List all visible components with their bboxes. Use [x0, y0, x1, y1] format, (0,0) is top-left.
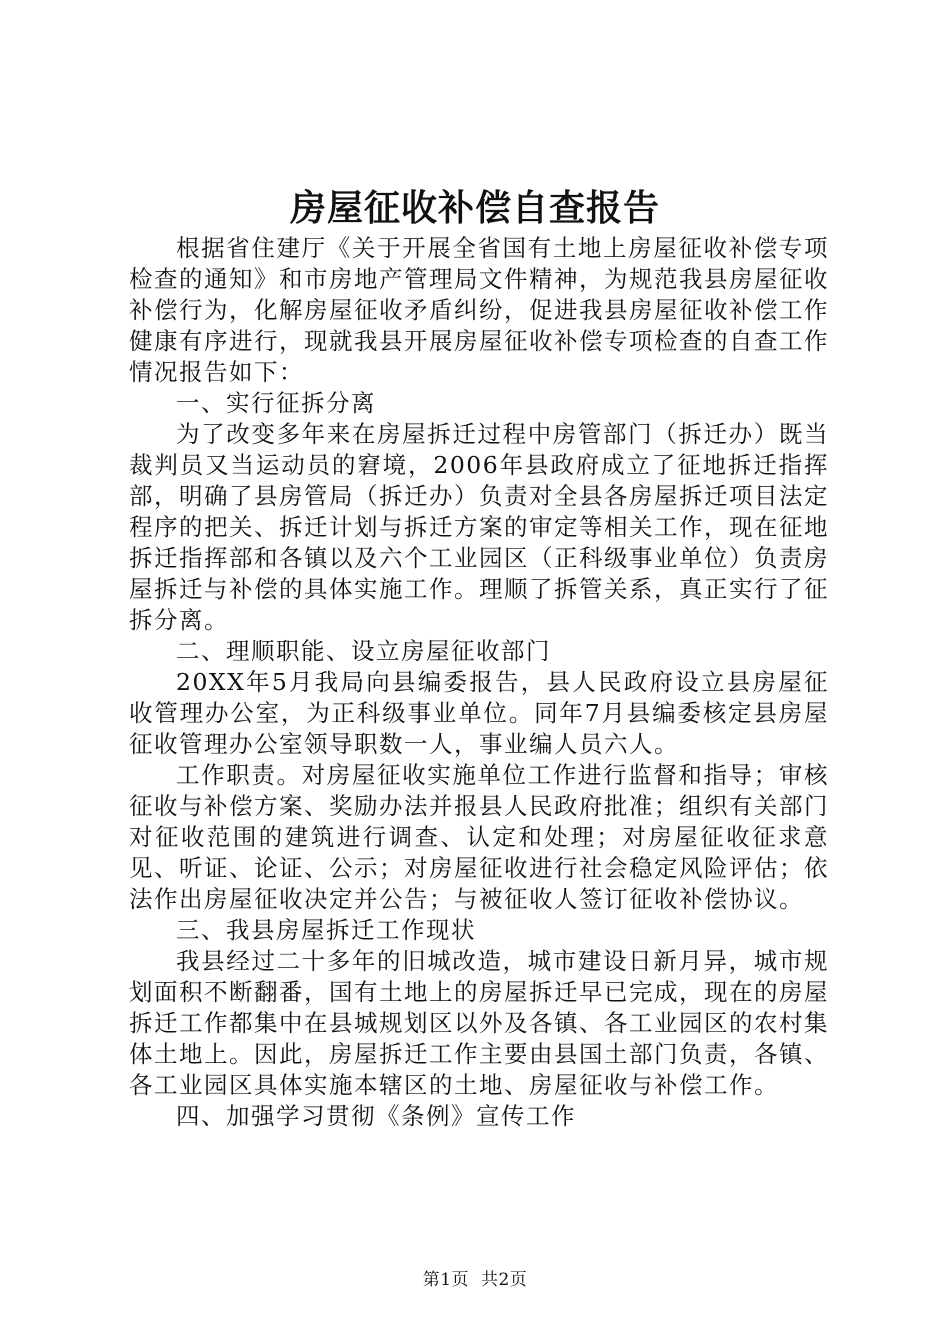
section-paragraph-3: 我县经过二十多年的旧城改造，城市建设日新月异，城市规划面积不断翻番，国有土地上的房屋拆迁早已完成，现在的房屋拆迁工作都集中在县城规划区以外及各镇、各工业园区的农村集体土地上。因此，房屋拆迁工作主要由县国土部门负责，各镇、各工业园区具体实施本辖区的土地、房屋征收与补偿工作。	[129, 947, 829, 1099]
section-paragraph-2b: 工作职责。对房屋征收实施单位工作进行监督和指导；审核征收与补偿方案、奖励办法并报县人民政府批准；组织有关部门对征收范围的建筑进行调查、认定和处理；对房屋征收征求意见、听证、论证、公示；对房屋征收进行社会稳定风险评估；依法作出房屋征收决定并公告；与被征收人签订征收补偿协议。	[129, 761, 829, 913]
section-heading-3: 三、我县房屋拆迁工作现状	[176, 916, 476, 944]
page-total: 共2页	[480, 1270, 528, 1290]
page-number: 第1页	[422, 1270, 470, 1290]
section-heading-2: 二、理顺职能、设立房屋征收部门	[176, 637, 551, 665]
page-footer	[0, 1265, 950, 1290]
document-title: 房屋征收补偿自查报告	[289, 187, 660, 229]
document-body	[129, 233, 829, 1132]
section-heading-4: 四、加强学习贯彻《条例》宣传工作	[176, 1102, 576, 1130]
section-paragraph-1: 为了改变多年来在房屋拆迁过程中房管部门（拆迁办）既当裁判员又当运动员的窘境，2006年县政府成立了征地拆迁指挥部，明确了县房管局（拆迁办）负责对全县各房屋拆迁项目法定程序的把关、拆迁计划与拆迁方案的审定等相关工作，现在征地拆迁指挥部和各镇以及六个工业园区（正科级事业单位）负责房屋拆迁与补偿的具体实施工作。理顺了拆管关系，真正实行了征拆分离。	[129, 420, 829, 634]
section-paragraph-2a: 20XX年5月我局向县编委报告，县人民政府设立县房屋征收管理办公室，为正科级事业单位。同年7月县编委核定县房屋征收管理办公室领导职数一人，事业编人员六人。	[129, 668, 829, 758]
section-heading-1: 一、实行征拆分离	[176, 389, 376, 417]
intro-paragraph: 根据省住建厅《关于开展全省国有土地上房屋征收补偿专项检查的通知》和市房地产管理局文件精神，为规范我县房屋征收补偿行为，化解房屋征收矛盾纠纷，促进我县房屋征收补偿工作健康有序进行，现就我县开展房屋征收补偿专项检查的自查工作情况报告如下：	[129, 234, 829, 386]
